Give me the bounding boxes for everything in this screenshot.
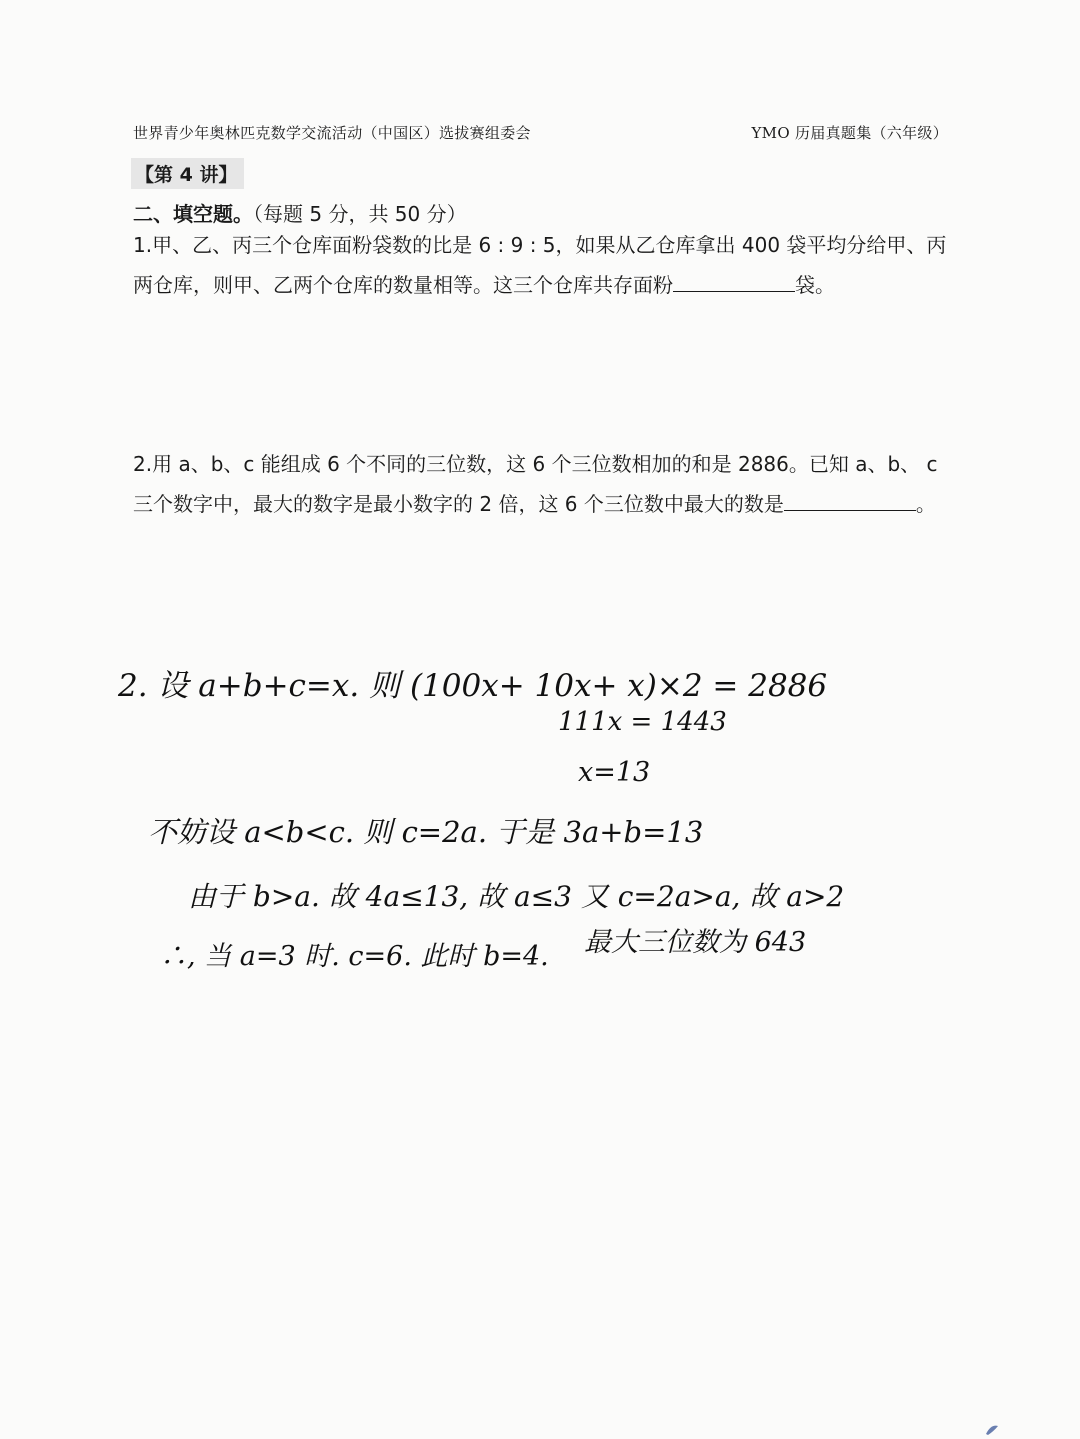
solution-line-7: 最大三位数为 643 bbox=[584, 927, 807, 958]
solution-line-2: 111x = 1443 bbox=[558, 707, 727, 737]
solution-line-3: x=13 bbox=[578, 757, 651, 788]
solution-line-1: 2. 设 a+b+c=x. 则 (100x+ 10x+ x)×2 = 2886 bbox=[118, 668, 828, 704]
question-2-tail: 。 bbox=[915, 492, 936, 516]
header-organization: 世界青少年奥林匹克数学交流活动（中国区）选拔赛组委会 bbox=[133, 124, 531, 142]
section-scoring: （每题 5 分，共 50 分） bbox=[253, 202, 467, 226]
question-1-text: 1.甲、乙、丙三个仓库面粉袋数的比是 6 : 9 : 5，如果从乙仓库拿出 400 袋平均分给甲、丙两仓库，则甲、乙两个仓库的数量相等。这三个仓库共存面粉 bbox=[133, 233, 947, 297]
header-book-title: YMO 历届真题集（六年级） bbox=[751, 124, 948, 142]
question-1-tail: 袋。 bbox=[795, 273, 835, 297]
solution-line-5: 由于 b>a. 故 4a≤13, 故 a≤3 又 c=2a>a, 故 a>2 bbox=[188, 880, 845, 913]
solution-line-4: 不妨设 a<b<c. 则 c=2a. 于是 3a+b=13 bbox=[148, 815, 704, 849]
corner-scan-mark bbox=[984, 1421, 1000, 1437]
lecture-tag: 【第 4 讲】 bbox=[131, 158, 244, 189]
solution-line-6: ∴, 当 a=3 时. c=6. 此时 b=4. bbox=[160, 941, 549, 972]
question-2-text: 2.用 a、b、c 能组成 6 个不同的三位数，这 6 个三位数相加的和是 2886。已知 a、b、 c 三个数字中，最大的数字是最小数字的 2 倍，这 6 个三位数中最大的数是 bbox=[133, 452, 938, 516]
section-title: 二、填空题。 bbox=[133, 202, 253, 226]
